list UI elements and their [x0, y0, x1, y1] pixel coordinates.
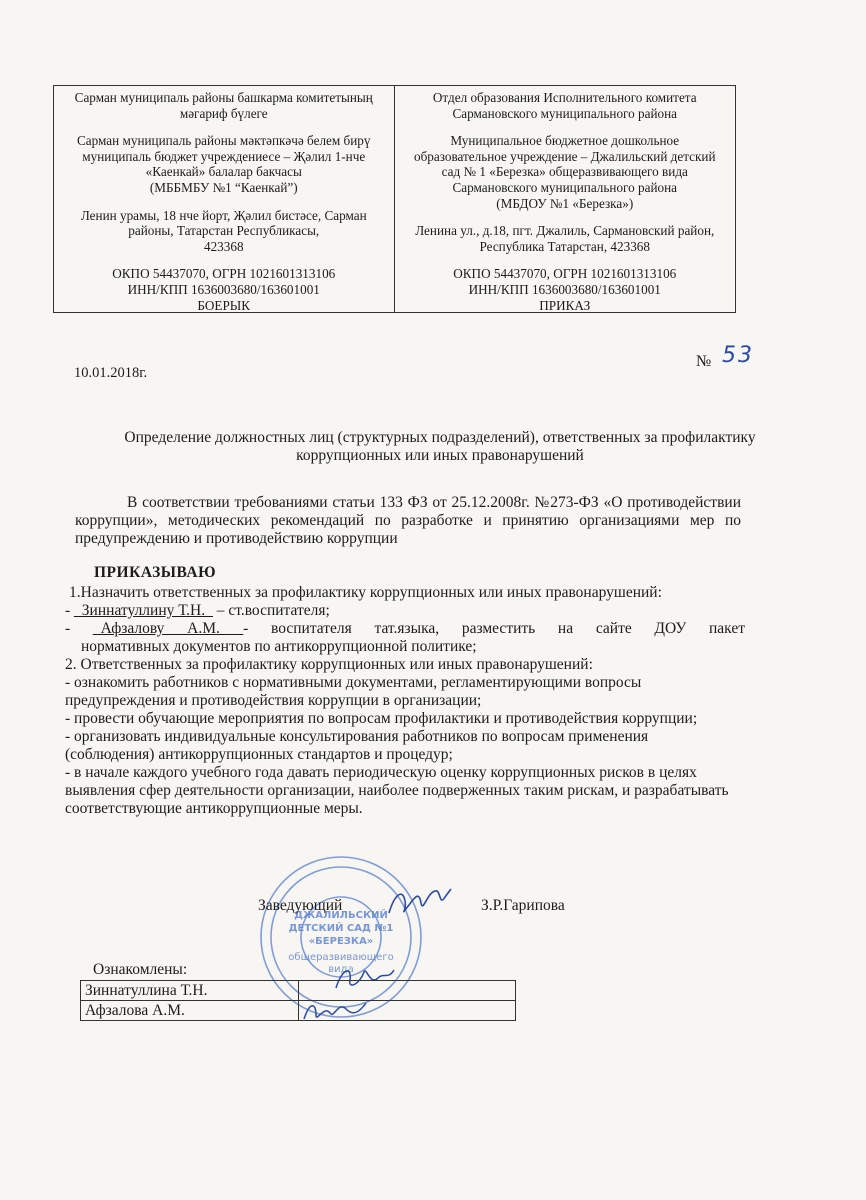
ru-codes-2: ИНН/КПП 1636003680/163601001	[468, 281, 661, 297]
item-2a: - ознакомить работников с нормативными документами, регламентирующими вопросы предупреждения и противодействия коррупции в организации;	[65, 674, 642, 709]
item-2c: - организовать индивидуальные консультирования работников по вопросам применения (соблюдения) антикоррупционных стандартов и процедур;	[65, 728, 649, 763]
tatar-zip: 423368	[203, 238, 244, 254]
item-1-heading: 1.Назначить ответственных за профилактику коррупционных или иных правонарушений:	[69, 584, 662, 601]
signatory-name: З.Р.Гарипова	[481, 897, 565, 914]
acquainted-signature-cell	[299, 981, 516, 1001]
item-1b-cont: нормативных документов по антикоррупционной политике;	[81, 638, 477, 655]
letterhead-tatar	[54, 86, 395, 312]
order-keyword: ПРИКАЗЫВАЮ	[94, 564, 217, 581]
letterhead-russian	[395, 86, 736, 312]
item-1b	[65, 620, 745, 638]
acquainted-table	[80, 980, 516, 1021]
assignee-name: _Афзалову А.М.___	[92, 620, 244, 637]
stamp-line-3: «БЕРЕЗКА»	[308, 936, 374, 947]
dash: -	[65, 620, 93, 637]
ru-org-abbr: (МБДОУ №1 «Березка»)	[496, 195, 634, 211]
stamp-line-2: ДЕТСКИЙ САД №1	[288, 923, 394, 934]
acquainted-label: Ознакомлены:	[93, 961, 188, 978]
ru-address: Ленина ул., д.18, пгт. Джалиль, Сармановский район, Республика Татарстан, 423368	[415, 223, 715, 254]
assignee-name: _Зиннатуллину Т.Н._	[74, 602, 213, 619]
order-date: 10.01.2018г.	[74, 365, 148, 381]
tatar-codes-1: ОКПО 54437070, ОГРН 1021601313106	[112, 266, 336, 282]
item-2b: - провести обучающие мероприятия по вопросам профилактики и противодействия коррупции;	[65, 710, 698, 727]
stamp-line-4: общеразвивающего	[288, 952, 394, 963]
tatar-dept-name: Сарман муниципаль районы башкарма комитетының мәгариф бүлеге	[74, 90, 373, 121]
acquainted-signature-cell	[299, 1001, 516, 1021]
stamp-line-5: вида	[328, 964, 354, 975]
table-row	[81, 1001, 516, 1021]
ru-dept-name: Отдел образования Исполнительного комитета Сармановского муниципального района	[432, 90, 697, 121]
item-2d: - в начале каждого учебного года давать периодическую оценку коррупционных рисков в целях выявления сфер деятельности организации, наиболее подверженных таким рискам, и разрабатывать соответствующие антикоррупционные меры.	[65, 764, 729, 817]
assignee-role: – ст.воспитателя;	[212, 602, 330, 619]
tatar-address: Ленин урамы, 18 нче йорт, Җәлил бистәсе, Сарман районы, Татарстан Республикасы,	[80, 207, 367, 239]
item-1a	[65, 602, 745, 620]
tatar-org-name: Сарман муниципаль районы мәктәпкәчә белем бирү муниципаль бюджет учреждениесе – Җәлил 1-нче «Каенкай» балалар бакчасы	[77, 133, 371, 180]
order-preamble: В соответствии требованиями статьи 133 ФЗ от 25.12.2008г. №273-ФЗ «О противодействии коррупции», методических рекомендаций по разработке и принятию организациями мер по предупреждению и противодействию коррупции	[75, 494, 741, 547]
tatar-org-abbr: (МББМБУ №1 “Каенкай”)	[149, 179, 298, 195]
dash: -	[65, 602, 75, 619]
order-items	[65, 584, 745, 818]
stamp-line-1: ДЖАЛИЛЬСКИЙ	[294, 910, 388, 921]
ru-codes-1: ОКПО 54437070, ОГРН 1021601313106	[453, 266, 677, 282]
letterhead	[53, 85, 736, 313]
order-title: Определение должностных лиц (структурных подразделений), ответственных за профилактику коррупционных или иных правонарушений	[124, 429, 756, 464]
order-number-label: №	[696, 353, 712, 370]
signatory-title: Заведующий	[258, 897, 343, 914]
table-row	[81, 981, 516, 1001]
assignee-role: - воспитателя тат.языка, разместить на сайте ДОУ пакет	[243, 620, 745, 637]
ru-org-name: Муниципальное бюджетное дошкольное образовательное учреждение – Джалильский детский сад № 1 «Березка» общеразвивающего вида Сармановского муниципального района	[413, 133, 716, 195]
tatar-doc-type: БОЕРЫК	[197, 297, 251, 313]
acquainted-name: Афзалова А.М.	[81, 1001, 299, 1021]
tatar-codes-2: ИНН/КПП 1636003680/163601001	[127, 281, 320, 297]
order-number-handwritten: 53	[722, 343, 754, 368]
head-signature-icon	[385, 883, 455, 923]
ru-doc-type: ПРИКАЗ	[539, 297, 591, 313]
acquainted-name: Зиннатуллина Т.Н.	[81, 981, 299, 1001]
item-2-heading: 2. Ответственных за профилактику коррупционных или иных правонарушений:	[65, 656, 593, 673]
